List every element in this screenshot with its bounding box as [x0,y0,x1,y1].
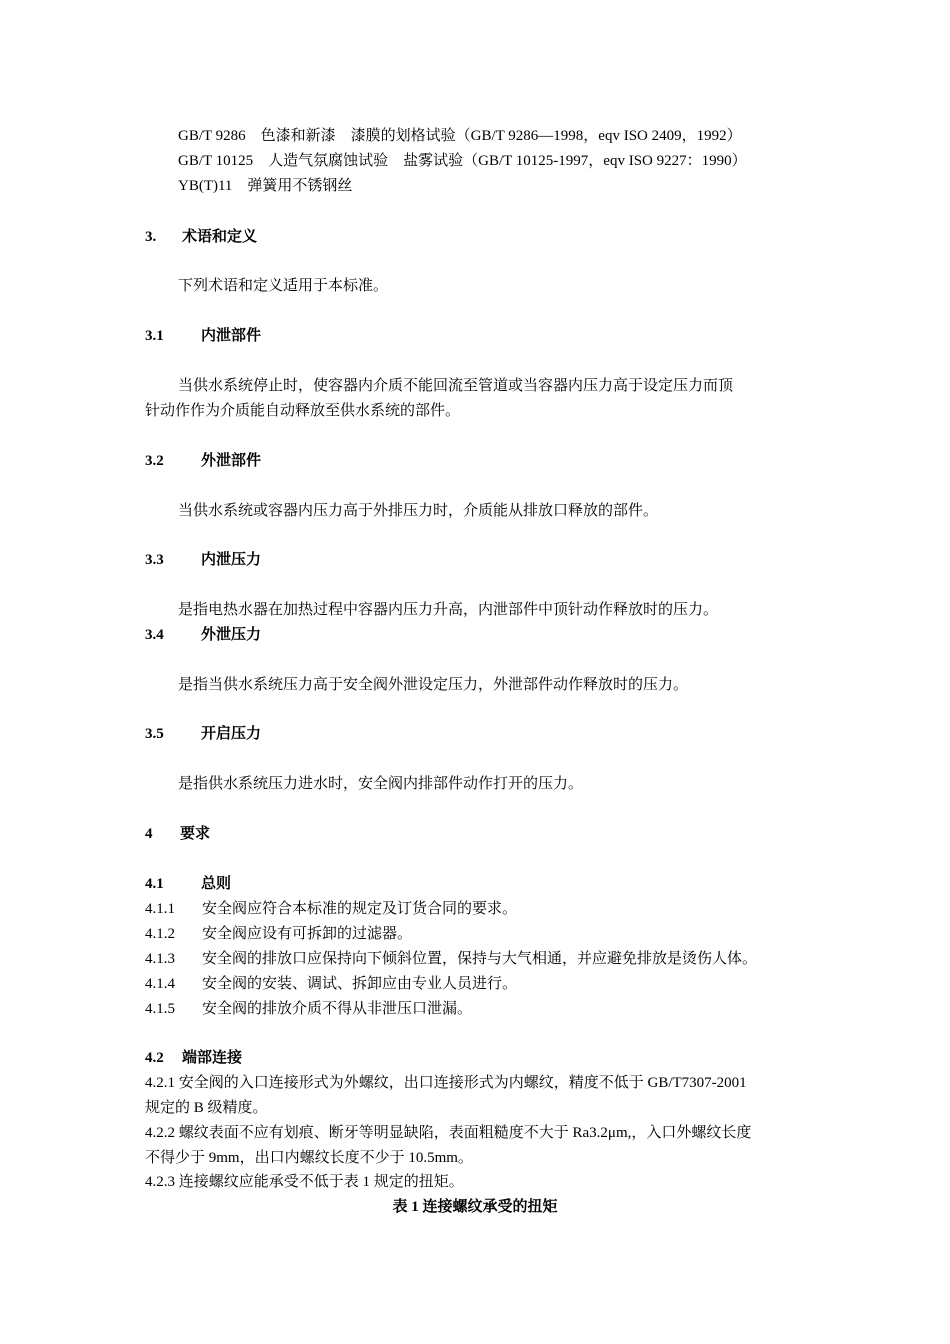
clause-number: 4.1.2 [145,926,175,942]
term-3-5-heading [145,724,261,744]
term-3-5-definition: 是指供水系统压力进水时，安全阀内排部件动作打开的压力。 [178,776,584,792]
clause-number: 4.1.5 [145,1001,175,1017]
term-title: 开启压力 [201,726,262,742]
section-title: 要求 [180,826,211,842]
clause-4-1-2 [145,924,412,944]
clause-text: 螺纹表面不应有划痕、断牙等明显缺陷，表面粗糙度不大于 Ra3.2μm,，入口外螺纹长度 [178,1125,752,1141]
clause-4-1-1 [145,899,517,919]
term-3-3-heading [145,550,261,570]
clause-4-1-5 [145,999,472,1019]
term-number: 3.2 [145,453,164,469]
clause-number: 4.1.3 [145,951,175,967]
term-3-3-definition: 是指电热水器在加热过程中容器内压力升高，内泄部件中顶针动作释放时的压力。 [178,602,719,618]
clause-4-2-1 [145,1073,747,1093]
clause-4-2-2 [145,1123,751,1143]
term-3-4-definition: 是指当供水系统压力高于安全阀外泄设定压力，外泄部件动作释放时的压力。 [178,677,689,693]
clause-text: 安全阀的安装、调试、拆卸应由专业人员进行。 [202,976,518,992]
subsection-4-2-heading [145,1048,242,1068]
clause-4-1-4 [145,974,517,994]
clause-text: 安全阀应设有可拆卸的过滤器。 [202,926,413,942]
section-number: 4 [145,826,153,842]
term-title: 内泄部件 [201,328,262,344]
term-3-1-definition-cont: 针动作作为介质能自动释放至供水系统的部件。 [145,403,461,419]
subsection-4-1-heading [145,874,231,894]
term-title: 外泄部件 [201,453,262,469]
clause-text: 安全阀应符合本标准的规定及订货合同的要求。 [202,901,518,917]
term-number: 3.4 [145,627,164,643]
clause-number: 4.2.3 [145,1174,175,1190]
term-title: 内泄压力 [201,552,262,568]
term-3-2-heading [145,451,261,471]
section-3-heading [145,227,257,247]
term-title: 外泄压力 [201,627,262,643]
subsection-number: 4.2 [145,1050,164,1066]
clause-number: 4.1.1 [145,901,175,917]
clause-4-1-3 [145,949,757,969]
term-3-4-heading [145,625,261,645]
reference-gbt10125: GB/T 10125 人造气氛腐蚀试验 盐雾试验（GB/T 10125-1997，eqv ISO 9227：1990） [178,153,747,169]
clause-number: 4.2.2 [145,1125,175,1141]
section-title: 术语和定义 [182,229,258,245]
subsection-title: 端部连接 [182,1050,243,1066]
subsection-title: 总则 [201,876,232,892]
term-3-1-heading [145,326,261,346]
clause-number: 4.1.4 [145,976,175,992]
clause-text: 连接螺纹应能承受不低于表 1 规定的扭矩。 [178,1174,464,1190]
term-number: 3.5 [145,726,164,742]
clause-text: 安全阀的排放介质不得从非泄压口泄漏。 [202,1001,473,1017]
subsection-number: 4.1 [145,876,164,892]
clause-number: 4.2.1 [145,1075,175,1091]
clause-4-2-3 [145,1172,464,1192]
term-number: 3.3 [145,552,164,568]
reference-ybt11: YB(T)11 弹簧用不锈钢丝 [178,178,353,194]
table-caption: 表 1 连接螺纹承受的扭矩 [392,1199,558,1215]
section-4-heading [145,824,210,844]
section-number: 3. [145,229,157,245]
clause-4-2-2-cont: 不得少于 9mm，出口内螺纹长度不少于 10.5mm。 [145,1150,473,1166]
term-3-1-definition: 当供水系统停止时，使容器内介质不能回流至管道或当容器内压力高于设定压力而顶 [178,378,734,394]
clause-text: 安全阀的排放口应保持向下倾斜位置，保持与大气相通，并应避免排放是烫伤人体。 [202,951,758,967]
term-3-2-definition: 当供水系统或容器内压力高于外排压力时，介质能从排放口释放的部件。 [178,503,659,519]
section-3-intro: 下列术语和定义适用于本标准。 [178,278,389,294]
clause-4-2-1-cont: 规定的 B 级精度。 [145,1100,268,1116]
reference-gbt9286: GB/T 9286 色漆和新漆 漆膜的划格试验（GB/T 9286—1998，eqv ISO 2409，1992） [178,128,742,144]
term-number: 3.1 [145,328,164,344]
clause-text: 安全阀的入口连接形式为外螺纹，出口连接形式为内螺纹，精度不低于 GB/T7307-2001 [178,1075,747,1091]
